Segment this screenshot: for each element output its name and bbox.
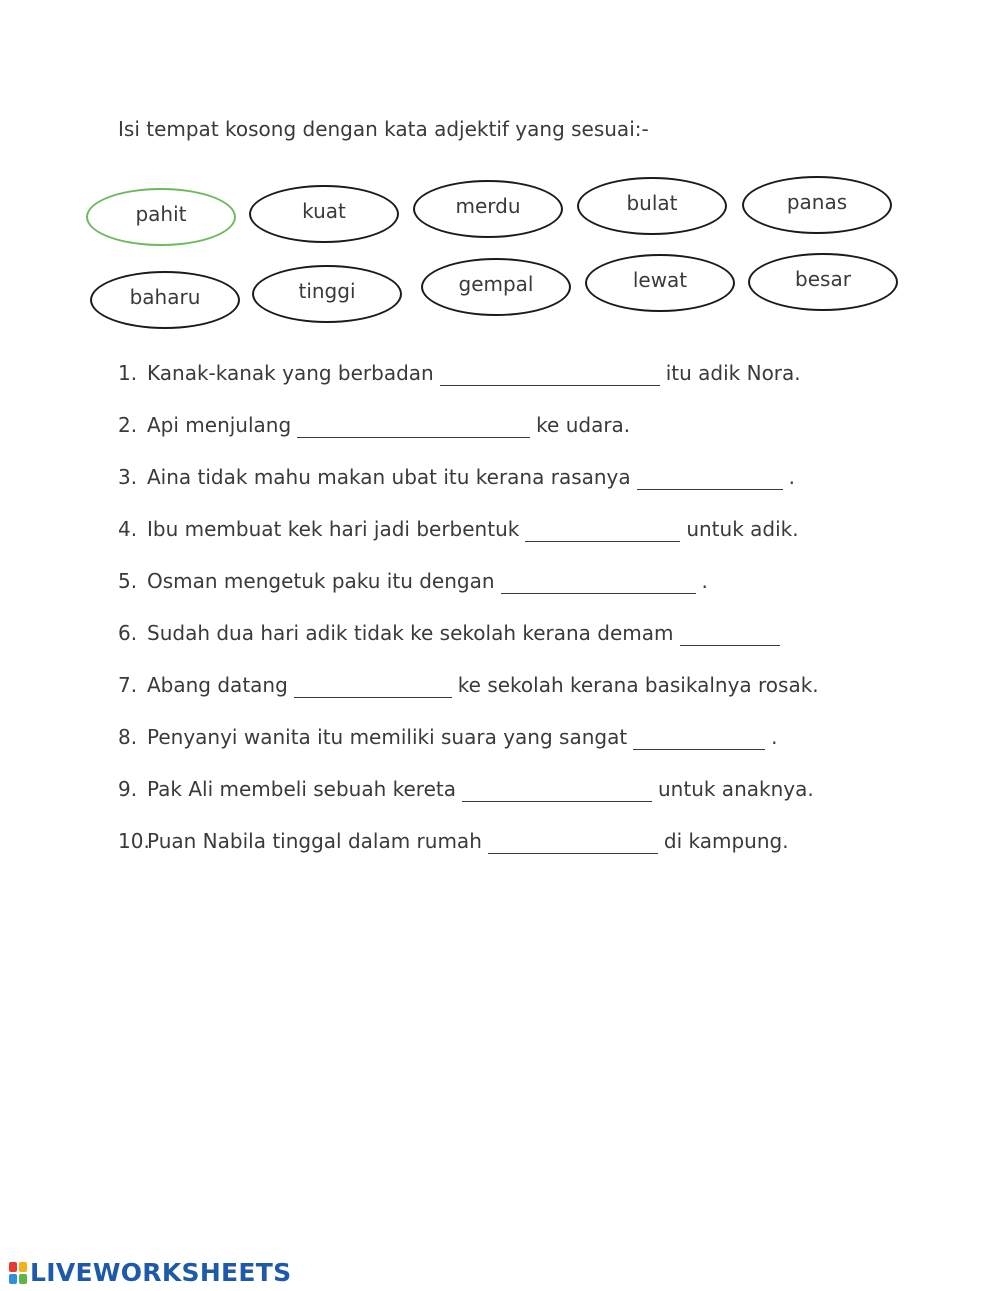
question-number: 10. — [118, 829, 150, 853]
word-option-tinggi[interactable] — [252, 265, 402, 323]
word-option-label: pahit — [135, 202, 187, 226]
word-option-label: tinggi — [298, 279, 356, 303]
word-option-label: gempal — [458, 272, 534, 296]
liveworksheets-logo[interactable] — [8, 1258, 291, 1287]
question-10 — [118, 829, 789, 854]
answer-blank-2[interactable] — [297, 417, 530, 438]
word-option-label: lewat — [632, 268, 688, 292]
word-option-besar[interactable] — [748, 253, 898, 311]
question-text-after: untuk adik. — [686, 517, 799, 541]
question-text-before: Puan Nabila tinggal dalam rumah — [147, 829, 482, 853]
word-option-pahit[interactable] — [86, 188, 236, 246]
word-option-label: merdu — [455, 194, 521, 218]
word-option-label: baharu — [129, 285, 201, 309]
word-option-kuat[interactable] — [249, 185, 399, 243]
word-option-lewat[interactable] — [585, 254, 735, 312]
question-text-before: Abang datang — [147, 673, 288, 697]
question-number: 1. — [118, 361, 138, 385]
answer-blank-1[interactable] — [440, 365, 660, 386]
question-3 — [118, 465, 795, 490]
question-text-after: . — [701, 569, 708, 593]
word-option-baharu[interactable] — [90, 271, 240, 329]
question-number: 9. — [118, 777, 138, 801]
word-option-label: kuat — [302, 199, 346, 223]
question-text-before: Sudah dua hari adik tidak ke sekolah kerana demam — [147, 621, 674, 645]
question-2 — [118, 413, 630, 438]
instruction-text: Isi tempat kosong dengan kata adjektif yang sesuai:- — [118, 117, 649, 141]
question-text-before: Pak Ali membeli sebuah kereta — [147, 777, 456, 801]
question-text-before: Penyanyi wanita itu memiliki suara yang sangat — [147, 725, 628, 749]
question-text-after: untuk anaknya. — [658, 777, 814, 801]
answer-blank-6[interactable] — [680, 625, 780, 646]
answer-blank-5[interactable] — [501, 573, 696, 594]
word-option-label: bulat — [626, 191, 678, 215]
answer-blank-8[interactable] — [633, 729, 765, 750]
question-1 — [118, 361, 801, 386]
question-text-before: Aina tidak mahu makan ubat itu kerana rasanya — [147, 465, 631, 489]
question-number: 5. — [118, 569, 138, 593]
question-number: 6. — [118, 621, 138, 645]
answer-blank-4[interactable] — [525, 521, 680, 542]
question-text-after: ke sekolah kerana basikalnya rosak. — [457, 673, 819, 697]
question-text-after: . — [788, 465, 796, 489]
liveworksheets-logo-icon — [8, 1261, 28, 1285]
word-option-gempal[interactable] — [421, 258, 571, 316]
question-text-before: Ibu membuat kek hari jadi berbentuk — [147, 517, 520, 541]
question-7 — [118, 673, 819, 698]
answer-blank-7[interactable] — [294, 677, 452, 698]
word-option-bulat[interactable] — [577, 177, 727, 235]
question-4 — [118, 517, 799, 542]
word-option-label: panas — [786, 190, 848, 214]
question-number: 7. — [118, 673, 138, 697]
question-6 — [118, 621, 786, 646]
word-option-merdu[interactable] — [413, 180, 563, 238]
logo-text: LIVEWORKSHEETS — [30, 1258, 292, 1287]
question-text-after: . — [771, 725, 778, 749]
question-text-after: ke udara. — [536, 413, 631, 437]
question-8 — [118, 725, 778, 750]
question-text-after: di kampung. — [663, 829, 789, 853]
question-9 — [118, 777, 814, 802]
question-number: 2. — [118, 413, 138, 437]
question-text-before: Osman mengetuk paku itu dengan — [147, 569, 495, 593]
word-option-label: besar — [795, 267, 851, 291]
question-text-before: Kanak-kanak yang berbadan — [147, 361, 434, 385]
question-5 — [118, 569, 708, 594]
question-number: 4. — [118, 517, 138, 541]
answer-blank-3[interactable] — [637, 469, 783, 490]
question-number: 3. — [118, 465, 138, 489]
answer-blank-9[interactable] — [462, 781, 652, 802]
question-text-after: itu adik Nora. — [665, 361, 801, 385]
question-number: 8. — [118, 725, 138, 749]
question-text-before: Api menjulang — [147, 413, 292, 437]
answer-blank-10[interactable] — [488, 833, 658, 854]
word-option-panas[interactable] — [742, 176, 892, 234]
